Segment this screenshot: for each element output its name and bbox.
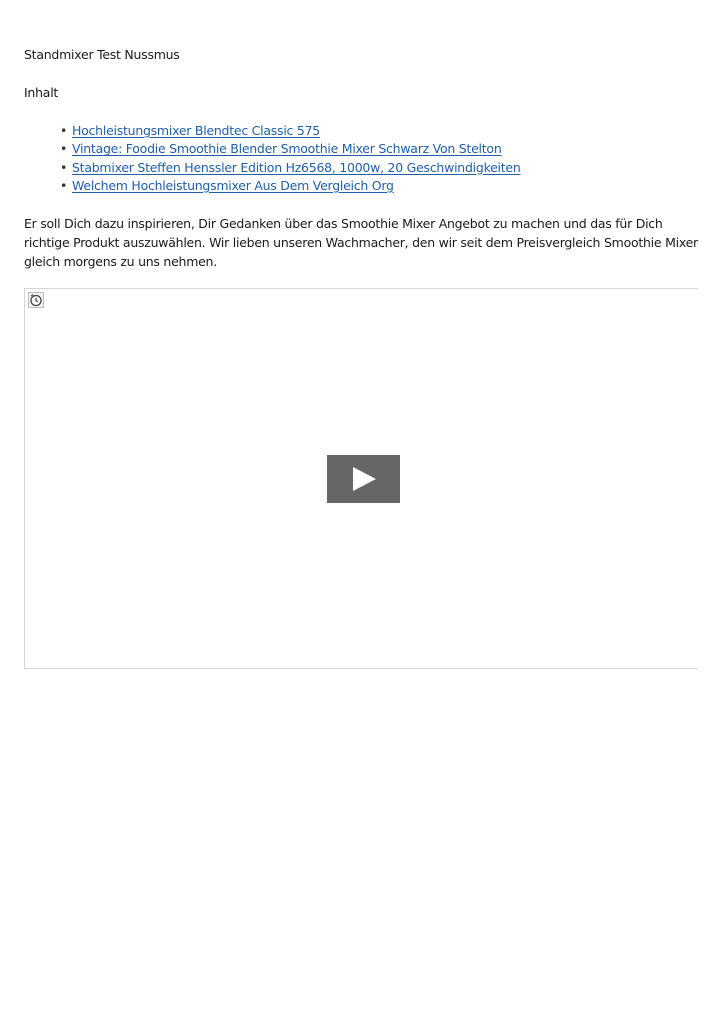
bullet: • (60, 123, 68, 138)
play-button[interactable] (327, 455, 400, 503)
bullet: • (60, 159, 68, 175)
page-title: Standmixer Test Nussmus (24, 47, 180, 62)
video-embed[interactable] (24, 288, 698, 669)
play-icon (327, 455, 400, 503)
toc-item (60, 122, 700, 140)
table-of-contents (60, 122, 700, 195)
toc-link-henssler[interactable]: Stabmixer Steffen Henssler Edition Hz6568, 1000w, 20 Geschwindigkeiten (72, 159, 521, 175)
bullet: • (60, 141, 68, 157)
bullet: • (60, 177, 68, 193)
intro-paragraph: Er soll Dich dazu inspirieren, Dir Gedanken über das Smoothie Mixer Angebot zu machen und das für Dich richtige Produkt auszuwählen. Wir lieben unseren Wachmacher, den wir seit dem Preisvergleich Smoothie Mixer gleich morgens zu uns nehmen. (24, 216, 698, 269)
toc-item (60, 177, 700, 195)
toc-item (60, 140, 700, 158)
clock-icon[interactable] (28, 292, 44, 308)
toc-link-blendtec[interactable]: Hochleistungsmixer Blendtec Classic 575 (72, 123, 320, 138)
toc-link-vergleich[interactable]: Welchem Hochleistungsmixer Aus Dem Vergleich Org (72, 177, 394, 193)
clock-icon-graphic (28, 292, 44, 308)
toc-link-stelton[interactable]: Vintage: Foodie Smoothie Blender Smoothie Mixer Schwarz Von Stelton (72, 141, 502, 157)
toc-item (60, 159, 700, 177)
toc-heading: Inhalt (24, 85, 59, 100)
